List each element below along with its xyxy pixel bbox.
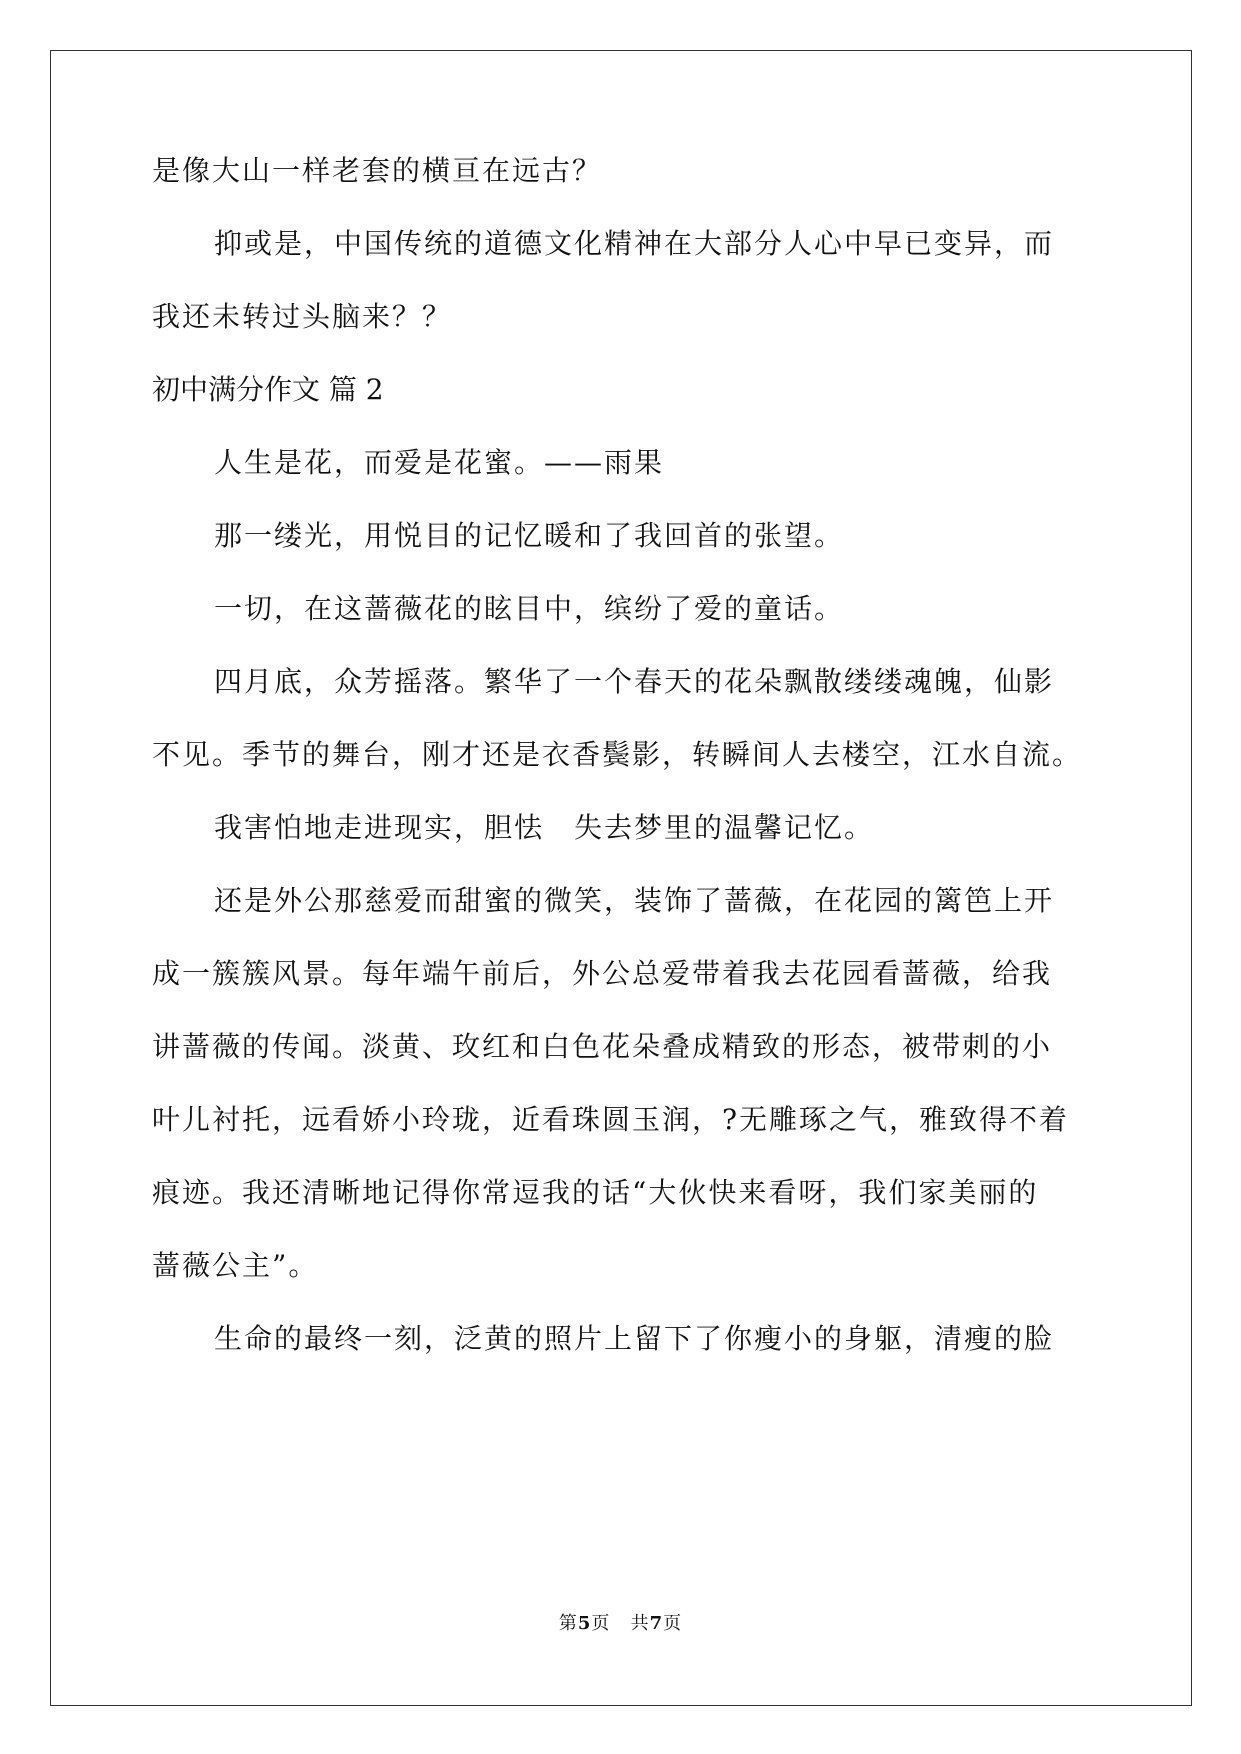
text-line-17: 生命的最终一刻，泛黄的照片上留下了你瘦小的身躯，清瘦的脸 [214,1322,1055,1355]
text-line-14: 叶儿衬托，远看娇小玲珑，近看珠圆玉润，?无雕琢之气，雅致得不着 [152,1103,1070,1136]
text-line-6: 那一缕光，用悦目的记忆暖和了我回首的张望。 [214,519,845,552]
footer-total-suffix: 页 [663,1613,683,1634]
text-line-16: 蔷薇公主”。 [152,1249,319,1282]
footer-page-suffix: 页 [591,1613,611,1634]
footer-total-prefix: 共 [630,1613,650,1634]
footer-prefix: 第 [558,1613,578,1634]
section-heading: 初中满分作文 篇 2 [152,373,384,406]
text-line-1: 是像大山一样老套的横亘在远古？ [152,154,603,187]
text-line-10: 我害怕地走进现实，胆怯 失去梦里的温馨记忆。 [214,811,875,844]
text-line-13: 讲蔷薇的传闻。淡黄、玫红和白色花朵叠成精致的形态，被带刺的小 [152,1030,1053,1063]
quote-line: 人生是花，而爱是花蜜。——雨果 [214,446,665,479]
text-line-11: 还是外公那慈爱而甜蜜的微笑，装饰了蔷薇，在花园的篱笆上开 [214,884,1055,917]
text-line-9: 不见。季节的舞台，刚才还是衣香鬓影，转瞬间人去楼空，江水自流。 [152,738,1083,771]
page-footer [0,1612,1241,1636]
footer-page-number: 5 [577,1613,592,1634]
text-line-3: 我还未转过头脑来？？ [152,300,453,333]
text-line-7: 一切，在这蔷薇花的眩目中，缤纷了爱的童话。 [214,592,845,625]
text-line-12: 成一簇簇风景。每年端午前后，外公总爱带着我去花园看蔷薇，给我 [152,957,1053,990]
text-line-15: 痕迹。我还清晰地记得你常逗我的话“大伙快来看呀，我们家美丽的 [152,1176,1039,1209]
text-line-2: 抑或是，中国传统的道德文化精神在大部分人心中早已变异，而 [214,227,1055,260]
footer-total-pages: 7 [649,1613,664,1634]
text-line-8: 四月底，众芳摇落。繁华了一个春天的花朵飘散缕缕魂魄，仙影 [214,665,1055,698]
